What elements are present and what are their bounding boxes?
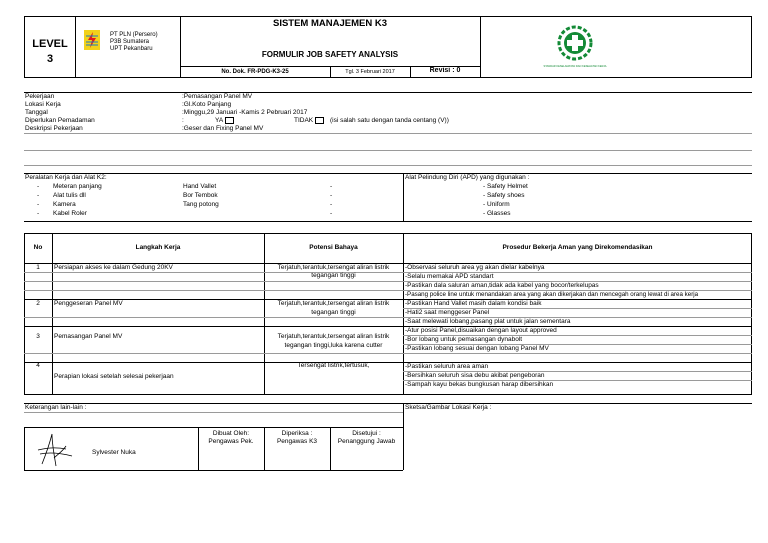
step-name: Pemasangan Panel MV [54,333,123,340]
tool-item: Kamera [53,201,76,208]
apd-item: - Safety shoes [483,192,525,199]
notes-label: Keterangan lain-lain : [25,404,87,411]
tidak-checkbox[interactable] [315,117,324,124]
divider [24,317,752,318]
procedure-item: -Pastikan Hand Vallet masih dalam kondisi baik [405,300,542,307]
step-name: Persiapan akses ke dalam Gedung 20KV [54,264,173,271]
tool-item: Kabel Roler [53,210,87,217]
info-value: : [182,117,184,124]
info-label: Lokasi Kerja [25,101,61,108]
form-title: FORMULIR JOB SAFETY ANALYSIS [261,50,399,59]
tool-dash: - [37,201,40,208]
col-header-step: Langkah Kerja [135,244,181,251]
level-label: LEVEL [32,38,68,50]
signer-name: Sylvester Nuka [92,449,136,456]
company-branch: UPT Pekanbaru [110,46,153,52]
tool-item: Alat tulis dll [53,192,86,199]
company-name: PT PLN (Persero) [110,32,158,38]
info-value: :Gl.Koto Panjang [182,101,232,108]
step-number: 4 [36,362,40,369]
procedure-item: -Observasi seluruh area yg akan dielar kabelnya [405,264,545,271]
tidak-label: TIDAK [294,117,314,125]
divider [24,281,752,282]
apd-item: - Uniform [483,201,510,208]
document-number: No. Dok. FR-PDG-K3-25 [221,69,289,75]
info-label: Tanggal [25,109,48,116]
tool-dash: - [330,183,333,190]
system-title: SISTEM MANAJEMEN K3 [272,18,387,29]
divider [24,412,403,413]
divider [24,427,403,428]
col-header-no: No [33,244,43,251]
k3-logo-icon [555,24,595,62]
info-value: :Geser dan Fixing Panel MV [182,125,264,132]
level-number: 3 [46,53,54,65]
pemadaman-tidak [294,117,324,125]
pln-logo-icon [84,30,100,50]
divider [480,16,481,78]
step-hazard: tegangan tinggi [311,272,356,279]
divider [24,165,752,166]
procedure-item: -Bor lobang untuk pemasangan dynabolt [405,336,523,343]
tool-item: Tang potong [183,201,219,208]
company-unit: P3B Sumatera [110,39,150,45]
tool-dash: - [330,192,333,199]
divider [24,173,752,174]
apd-item: - Safety Helmet [483,183,528,190]
procedure-item: -Bersihkan seluruh sisa debu akibat pengeboran [405,372,545,379]
procedure-item: -Hati2 saat menggeser Panel [405,309,490,316]
procedure-item: -Atur posisi Panel,disuaikan dengan layout approved [405,327,557,334]
approved-by-role: Penanggung Jawab [337,438,396,445]
info-label: Pekerjaan [25,93,55,100]
checked-by-role: Pengawas K3 [276,438,318,445]
procedure-item: -Pasang police line untuk menandakan area yang akan dikerjakan dan mencegah orang lewat di area kerja [405,291,699,298]
procedure-item: -Pastikan dala saluran aman,tidak ada kabel yang bocor/terkelupas [405,282,599,289]
step-hazard: tegangan tinggi [311,309,356,316]
ya-checkbox[interactable] [225,117,234,124]
divider [403,403,404,470]
divider [75,16,76,78]
revision: Revisi : 0 [429,67,461,74]
divider [52,233,53,395]
made-by-role: Pengawas Pek. [208,438,254,445]
tool-item: Meteran panjang [53,183,102,190]
apd-item: - Glasses [483,210,511,217]
procedure-item: -Pastikan lobang sesuai dengan lobang Panel MV [405,345,549,352]
tool-item: Hand Vallet [183,183,217,190]
step-number: 1 [36,264,40,271]
step-hazard: tegangan tinggi,luka karena cutter [284,342,383,349]
divider [403,173,404,221]
document-date: Tgl. 3 Februari 2017 [345,69,395,75]
divider [24,470,403,471]
divider [24,403,752,404]
approved-by-label: Disetujui : [352,430,381,437]
divider [24,133,752,134]
step-number: 3 [36,333,40,340]
apd-header: Alat Pelindung Diri (APD) yang digunakan : [405,174,530,181]
step-number: 2 [36,300,40,307]
pemadaman-ya [215,117,234,125]
info-label: Deskripsi Pekerjaan [25,125,83,132]
divider [24,427,25,470]
k3-logo-caption: STANDAR KESELAMATAN DAN KESEHATAN KERJA [543,65,607,68]
procedure-item: -Selalu memakai APD standart [405,273,494,280]
step-name: Penggeseran Panel MV [54,300,123,307]
step-hazard: Terjatuh,terantuk,tersengat aliran listrik [277,333,390,340]
info-value: :Pemasangan Panel MV [182,93,253,100]
sketch-label: Sketsa/Gambar Lokasi Kerja : [405,404,492,411]
col-header-hazard: Potensi Bahaya [309,244,358,251]
info-value: :Minggu,29 Januari -Kamis 2 Pebruari 2017 [182,109,308,116]
tools-header: Peralatan Kerja dan Alat K2: [25,174,107,181]
procedure-item: -Saat melewati lobang,pasang plat untuk jalan sementara [405,318,571,325]
tool-dash: - [37,210,40,217]
divider [24,221,752,222]
step-name: Perapian lokasi setelah selesai pekerjaan [54,373,174,380]
divider [24,326,752,327]
procedure-item: -Pastikan seluruh area aman [405,363,489,370]
step-hazard: Terjatuh,terantuk,tersengat aliran listrik [277,264,390,271]
tool-dash: - [330,210,333,217]
step-hazard: Tersengat listrik,tertusuk, [297,362,370,369]
ya-label: YA [215,117,224,125]
divider [24,150,752,151]
made-by-label: Dibuat Oleh: [212,430,250,437]
step-hazard: Terjatuh,terantuk,tersengat aliran listrik [277,300,390,307]
tool-item: Bor Tembok [183,192,218,199]
divider [24,92,752,93]
col-header-procedure: Prosedur Bekerja Aman yang Direkomendasikan [502,244,653,251]
tool-dash: - [37,183,40,190]
tool-dash: - [330,201,333,208]
tool-dash: - [37,192,40,199]
pemadaman-note: (isi salah satu dengan tanda centang (V)) [330,117,449,124]
divider [24,353,752,354]
checked-by-label: Diperiksa : [281,430,313,437]
info-label: Diperlukan Pemadaman [25,117,95,124]
procedure-item: -Sampah kayu bekas bungkusan harap dibersihkan [405,381,554,388]
signature-icon [32,430,77,468]
